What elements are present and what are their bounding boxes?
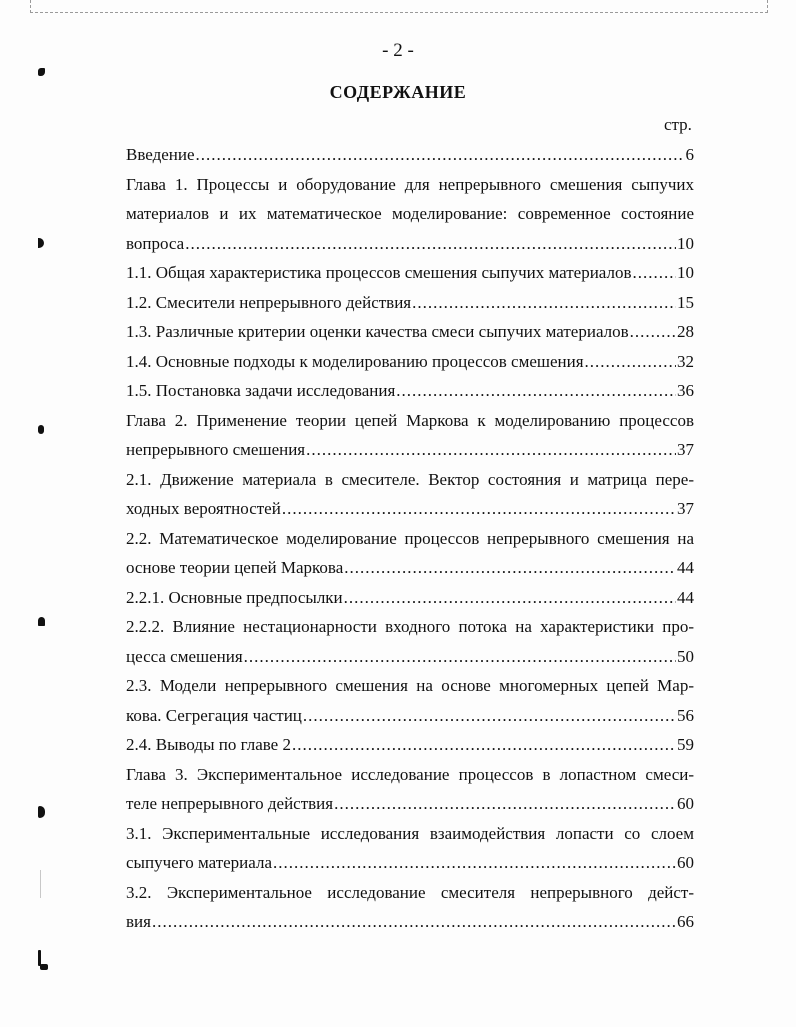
- toc-entry-text: 1.4. Основные подходы к моделированию процессов смешения: [126, 351, 584, 371]
- toc-leader-dots: [344, 583, 676, 613]
- toc-entry-page: 28: [677, 322, 694, 341]
- toc-entry-page: 6: [685, 145, 694, 164]
- toc-entry: 2.1. Движение материала в смесителе. Вектор состояния и матрица пере-: [126, 469, 694, 489]
- toc-entry: [126, 435, 694, 465]
- toc-entry-text: Введение: [126, 145, 195, 164]
- toc-entry-page: 15: [677, 292, 694, 312]
- toc-entry-page: 10: [677, 263, 694, 282]
- toc-entry-text: теле непрерывного действия: [126, 794, 334, 813]
- toc-leader-dots: [282, 494, 676, 524]
- toc-entry: Глава 1. Процессы и оборудование для непрерывного смешения сыпучих: [126, 174, 694, 194]
- toc-leader-dots: [585, 347, 676, 377]
- toc-entry-page: 32: [677, 351, 694, 371]
- toc-entry-text: цесса смешения: [126, 646, 243, 666]
- toc-entry-text: вия: [126, 912, 151, 931]
- binding-hole-mark: [38, 617, 45, 626]
- toc-entry-text: вопроса: [126, 233, 185, 253]
- toc-entry: 3.1. Экспериментальные исследования взаимодействия лопасти со слоем: [126, 823, 694, 843]
- toc-leader-dots: [303, 701, 676, 731]
- toc-entry-page: 44: [677, 587, 694, 607]
- toc-entry: [126, 730, 694, 760]
- toc-entry-page: 56: [677, 705, 694, 725]
- toc-entry-page: 37: [677, 440, 694, 459]
- toc-entry: материалов и их математическое моделирование: современное состояние: [126, 204, 694, 223]
- toc-entry-page: 66: [677, 912, 694, 931]
- toc-entry: [126, 258, 694, 288]
- toc-entry: Глава 3. Экспериментальное исследование процессов в лопастном смеси-: [126, 764, 694, 784]
- toc-leader-dots: [185, 229, 676, 259]
- toc-entry-text: ходных вероятностей: [126, 499, 281, 518]
- toc-leader-dots: [630, 317, 676, 347]
- toc-entry-text: 2.2.1. Основные предпосылки: [126, 587, 343, 607]
- toc-leader-dots: [306, 435, 676, 465]
- toc-leader-dots: [334, 789, 676, 819]
- page-column-header: стр.: [664, 115, 692, 134]
- toc-entry: 2.2.2. Влияние нестационарности входного потока на характеристики про-: [126, 617, 694, 636]
- toc-entry-page: 50: [677, 646, 694, 666]
- toc-leader-dots: [273, 848, 676, 878]
- scan-artifact: [40, 870, 41, 898]
- toc-entry-text: 1.3. Различные критерии оценки качества смеси сыпучих материалов: [126, 322, 629, 341]
- toc-entry-text: основе теории цепей Маркова: [126, 558, 344, 577]
- toc-entry: [126, 347, 694, 377]
- toc-entry: 3.2. Экспериментальное исследование смесителя непрерывного дейст-: [126, 882, 694, 902]
- toc-entry-page: 44: [677, 558, 694, 577]
- toc-leader-dots: [633, 258, 677, 288]
- toc-leader-dots: [396, 376, 676, 406]
- toc-entry-text: кова. Сегрегация частиц: [126, 705, 302, 725]
- toc-leader-dots: [196, 140, 685, 170]
- toc-entry: [126, 848, 694, 878]
- toc-entry-page: 10: [677, 233, 694, 253]
- toc-entry-page: 60: [677, 794, 694, 813]
- toc-entry-text: непрерывного смешения: [126, 440, 306, 459]
- toc-entry-text: 1.1. Общая характеристика процессов смешения сыпучих материалов: [126, 263, 632, 282]
- binding-hole-mark: [38, 806, 45, 818]
- page-title: СОДЕРЖАНИЕ: [329, 82, 467, 102]
- toc-entry: [126, 494, 694, 524]
- scan-frame-border: [30, 0, 768, 13]
- binding-hole-mark: [38, 425, 44, 434]
- toc-entry: [126, 317, 694, 347]
- toc-entry-text: 2.4. Выводы по главе 2: [126, 735, 291, 754]
- toc-entry: [126, 140, 694, 170]
- toc-entry: 2.2. Математическое моделирование процессов непрерывного смешения на: [126, 528, 694, 548]
- toc-leader-dots: [344, 553, 676, 583]
- toc-entry-text: 1.5. Постановка задачи исследования: [126, 381, 396, 400]
- binding-hole-mark: [40, 964, 48, 970]
- table-of-contents: [126, 140, 694, 937]
- toc-entry-page: 36: [677, 381, 694, 400]
- toc-entry: [126, 229, 694, 259]
- toc-entry: [126, 376, 694, 406]
- toc-entry: [126, 789, 694, 819]
- page-number: - 2 -: [382, 40, 414, 61]
- toc-entry: [126, 288, 694, 318]
- toc-leader-dots: [412, 288, 676, 318]
- toc-leader-dots: [152, 907, 676, 937]
- toc-entry: [126, 701, 694, 731]
- toc-entry-page: 37: [677, 499, 694, 518]
- binding-hole-mark: [38, 68, 45, 76]
- toc-entry-page: 60: [677, 853, 694, 872]
- toc-entry: [126, 553, 694, 583]
- binding-hole-mark: [38, 238, 44, 248]
- toc-entry-text: 1.2. Смесители непрерывного действия: [126, 292, 412, 312]
- toc-leader-dots: [292, 730, 676, 760]
- toc-entry: [126, 907, 694, 937]
- toc-entry: 2.3. Модели непрерывного смешения на основе многомерных цепей Мар-: [126, 676, 694, 695]
- toc-leader-dots: [244, 642, 676, 672]
- toc-entry-page: 59: [677, 735, 694, 754]
- toc-entry: Глава 2. Применение теории цепей Маркова к моделированию процессов: [126, 410, 694, 430]
- toc-entry: [126, 642, 694, 672]
- toc-entry-text: сыпучего материала: [126, 853, 273, 872]
- toc-entry: [126, 583, 694, 613]
